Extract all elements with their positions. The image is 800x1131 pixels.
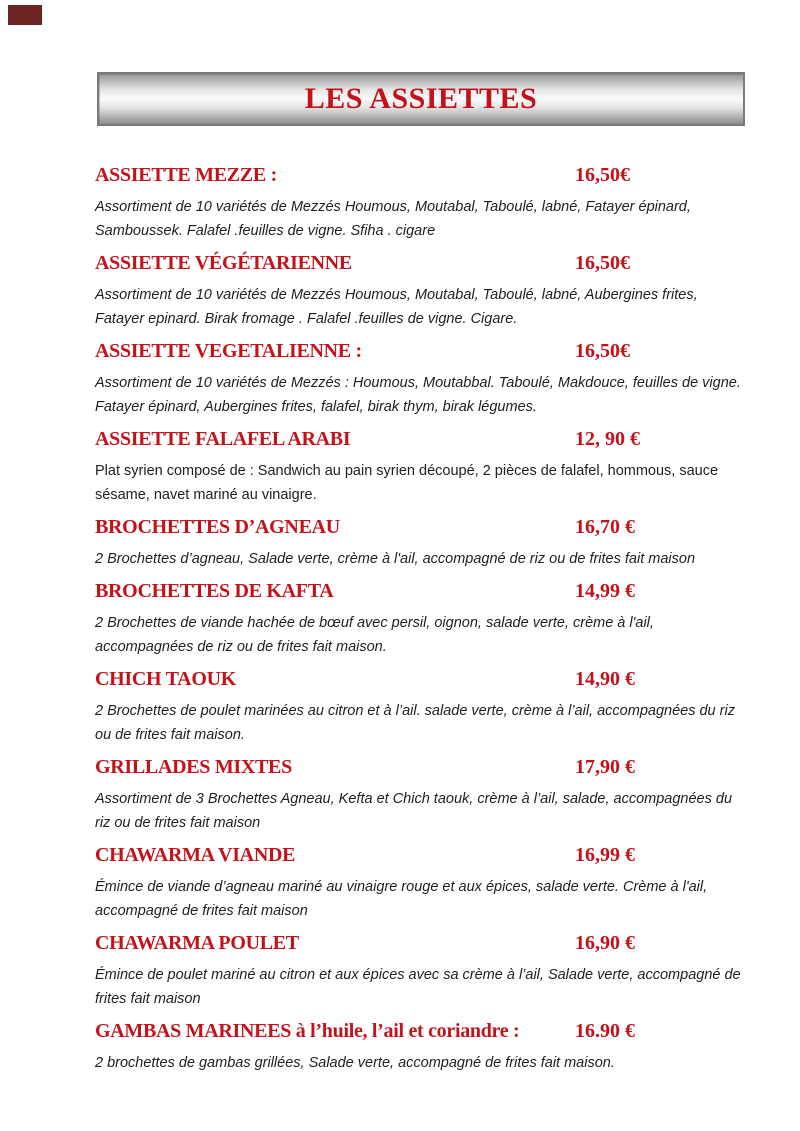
menu-list — [95, 162, 755, 1082]
page-corner-mark — [8, 5, 42, 25]
menu-item-row — [95, 338, 755, 364]
item-name: GRILLADES MIXTES — [95, 756, 292, 778]
item-description: 2 Brochettes de poulet marinées au citron et à l’ail. salade verte, crème à l’ail, accompagnées du riz ou de frites fait maison. — [95, 703, 735, 743]
item-price: 17,90 € — [575, 756, 635, 778]
item-price: 16.90 € — [575, 1020, 635, 1042]
menu-item — [95, 578, 755, 659]
item-name: CHAWARMA POULET — [95, 932, 299, 954]
item-description: Assortiment de 10 variétés de Mezzés : Houmous, Moutabbal. Taboulé, Makdouce, feuilles de vigne. Fatayer épinard, Aubergines frites, falafel, birak thym, birak légumes. — [95, 375, 741, 415]
menu-item — [95, 338, 755, 419]
item-name: BROCHETTES DE KAFTA — [95, 580, 334, 602]
item-price: 16,99 € — [575, 844, 635, 866]
menu-item — [95, 754, 755, 835]
item-name: BROCHETTES D’AGNEAU — [95, 516, 340, 538]
menu-item — [95, 930, 755, 1011]
item-name: ASSIETTE VÉGÉTARIENNE — [95, 252, 352, 274]
menu-item-row — [95, 930, 755, 956]
menu-item-row — [95, 578, 755, 604]
item-name: CHICH TAOUK — [95, 668, 236, 690]
menu-item-row — [95, 426, 755, 452]
item-name: ASSIETTE MEZZE : — [95, 164, 277, 186]
item-name: ASSIETTE FALAFEL ARABI — [95, 428, 351, 450]
item-price: 16,50€ — [575, 340, 630, 362]
item-description: 2 Brochettes de viande hachée de bœuf avec persil, oignon, salade verte, crème à l'ail, accompagnées de riz ou de frites fait maison. — [95, 615, 654, 655]
menu-item — [95, 842, 755, 923]
menu-item-row — [95, 250, 755, 276]
item-name: CHAWARMA VIANDE — [95, 844, 296, 866]
menu-item-row — [95, 754, 755, 780]
item-description: Assortiment de 10 variétés de Mezzés Houmous, Moutabal, Taboulé, labné, Aubergines frites, Fatayer epinard. Birak fromage . Falafel .feuilles de vigne. Cigare. — [95, 287, 698, 327]
item-name: ASSIETTE VEGETALIENNE : — [95, 340, 362, 362]
menu-item-row — [95, 514, 755, 540]
item-description: Assortiment de 3 Brochettes Agneau, Kefta et Chich taouk, crème à l’ail, salade, accompagnées du riz ou de frites fait maison — [95, 791, 733, 831]
item-price: 16,50€ — [575, 252, 630, 274]
menu-item-row — [95, 842, 755, 868]
item-name: GAMBAS MARINEES à l’huile, l’ail et coriandre : — [95, 1020, 520, 1042]
page-title: LES ASSIETTES — [304, 82, 538, 115]
item-description: Plat syrien composé de : Sandwich au pain syrien découpé, 2 pièces de falafel, hommous, sauce sésame, navet mariné au vinaigre. — [95, 463, 719, 503]
menu-item — [95, 250, 755, 331]
item-description: Émince de poulet mariné au citron et aux épices avec sa crème à l’ail, Salade verte, accompagné de frites fait maison — [95, 967, 741, 1007]
menu-item-row — [95, 1018, 755, 1044]
menu-section-header — [97, 72, 745, 126]
menu-item — [95, 514, 755, 571]
item-description: 2 brochettes de gambas grillées, Salade verte, accompagné de frites fait maison. — [95, 1055, 615, 1071]
menu-item — [95, 1018, 755, 1075]
menu-item — [95, 426, 755, 507]
item-price: 14,90 € — [575, 668, 635, 690]
item-description: 2 Brochettes d’agneau, Salade verte, crème à l'ail, accompagné de riz ou de frites fait maison — [95, 551, 696, 567]
item-price: 16,90 € — [575, 932, 635, 954]
menu-item-row — [95, 162, 755, 188]
item-price: 16,70 € — [575, 516, 635, 538]
item-description: Émince de viande d’agneau mariné au vinaigre rouge et aux épices, salade verte. Crème à l'ail, accompagné de frites fait maison — [95, 879, 708, 919]
menu-item — [95, 666, 755, 747]
menu-item-row — [95, 666, 755, 692]
menu-item — [95, 162, 755, 243]
item-price: 16,50€ — [575, 164, 630, 186]
item-price: 14,99 € — [575, 580, 635, 602]
item-description: Assortiment de 10 variétés de Mezzés Houmous, Moutabal, Taboulé, labné, Fatayer épinard, Samboussek. Falafel .feuilles de vigne. Sfiha . cigare — [95, 199, 691, 239]
item-price: 12, 90 € — [575, 428, 640, 450]
